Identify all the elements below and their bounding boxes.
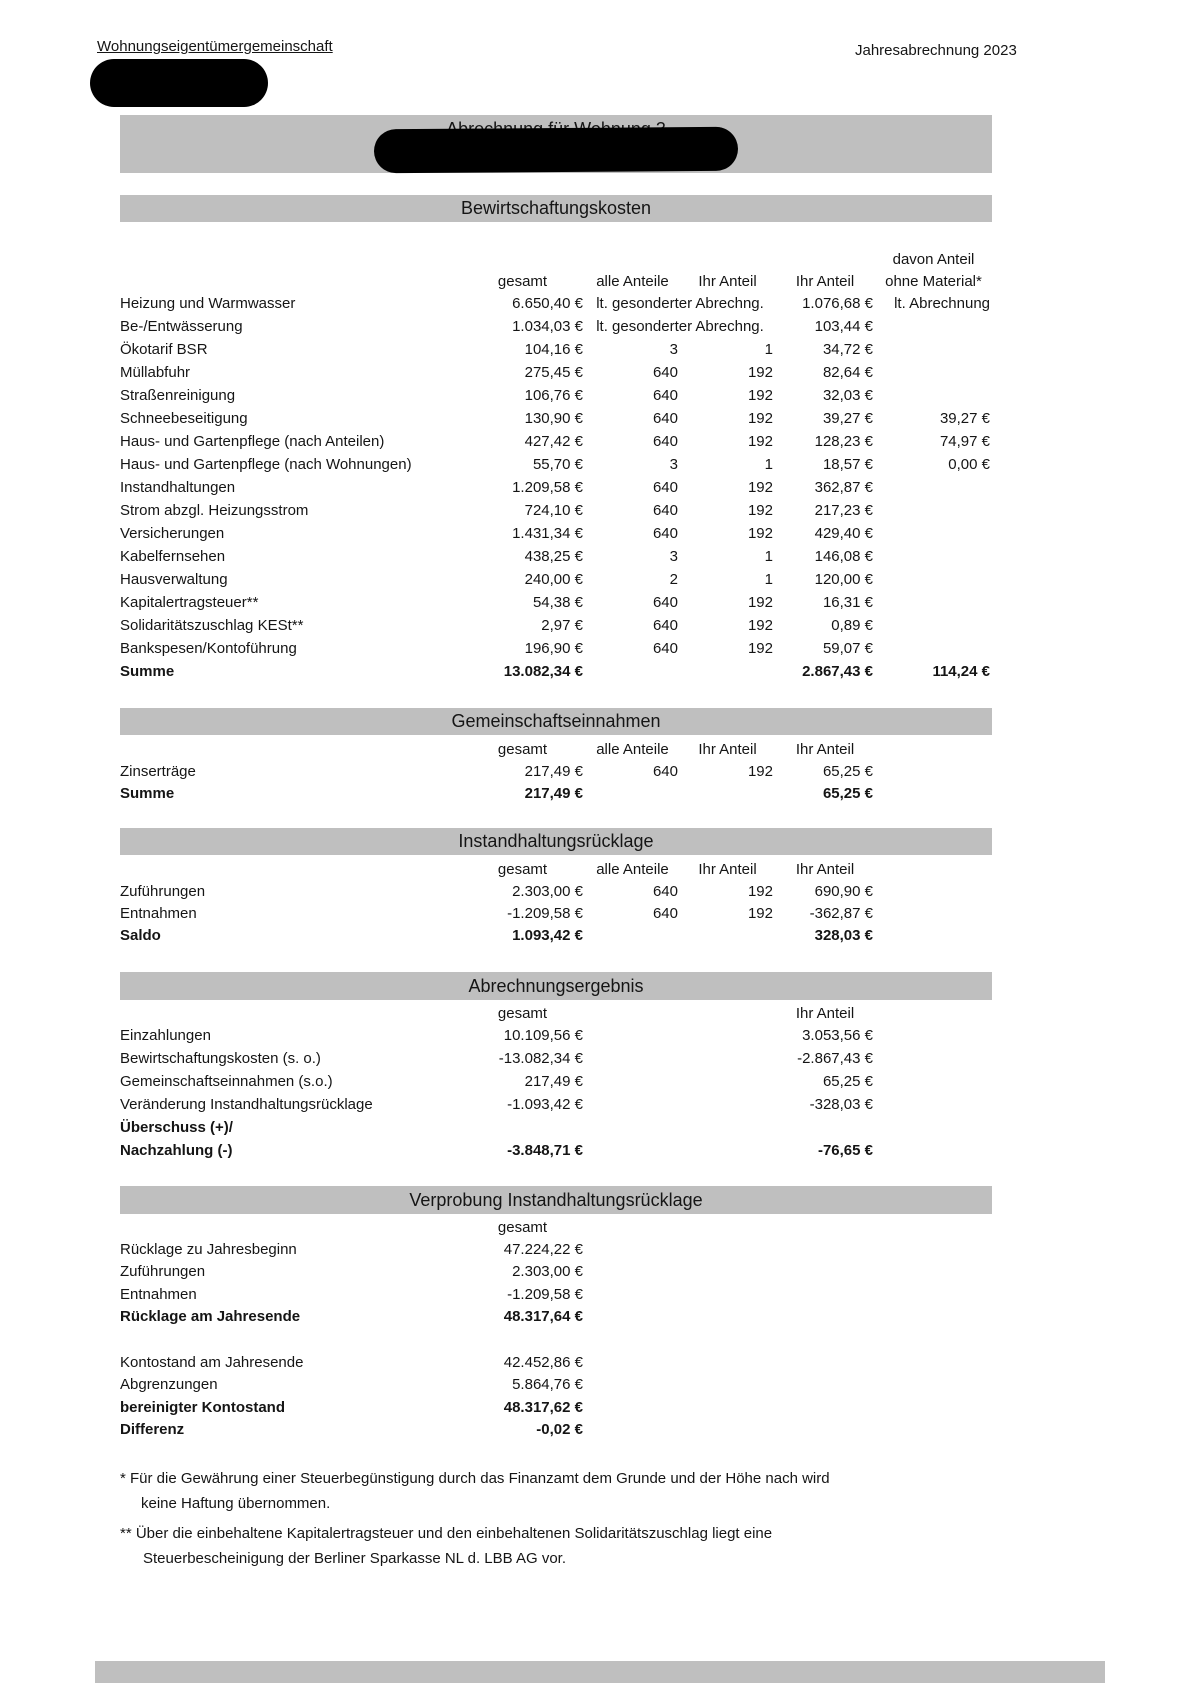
row-value: 640 [652, 364, 678, 381]
row-label: Überschuss (+)/ [120, 1119, 233, 1136]
row-value: 1.431,34 € [512, 525, 583, 542]
row-label: Kabelfernsehen [120, 548, 226, 565]
table-row [120, 1070, 992, 1093]
table-instandhaltungsruecklage [120, 858, 992, 946]
table-row [120, 1047, 992, 1070]
row-value: 2,97 € [541, 617, 583, 634]
column-header: Ihr Anteil [698, 740, 757, 758]
row-label: Bankspesen/Kontoführung [120, 640, 297, 657]
row-label: Strom abzgl. Heizungsstrom [120, 502, 309, 519]
row-label: Zuführungen [120, 1263, 206, 1281]
row-value: 74,97 € [939, 433, 990, 450]
row-value: 0,89 € [831, 617, 873, 634]
column-header: alle Anteile [596, 860, 669, 878]
row-value: -76,65 € [817, 1142, 873, 1159]
section-title: Abrechnungsergebnis [468, 975, 644, 996]
table-row [120, 1374, 992, 1397]
table-abrechnungsergebnis [120, 1002, 992, 1162]
row-value: 39,27 € [939, 410, 990, 427]
row-value: 690,90 € [814, 882, 873, 900]
table-row [120, 1283, 992, 1306]
table-row [120, 637, 992, 660]
row-value: 6.650,40 € [512, 295, 583, 312]
row-value: 0,00 € [948, 456, 990, 473]
column-header-row [120, 1216, 992, 1238]
column-header: Ihr Anteil [795, 860, 855, 878]
row-value: -1.209,58 € [507, 1285, 583, 1303]
row-label: Differenz [120, 1421, 185, 1439]
row-value: 13.082,34 € [503, 663, 583, 680]
row-value: 640 [652, 433, 678, 450]
row-label: Summe [120, 784, 175, 802]
table-row [120, 1024, 992, 1047]
row-value: 275,45 € [524, 364, 583, 381]
row-value: 217,23 € [814, 502, 873, 519]
section-title: Verprobung Instandhaltungsrücklage [409, 1189, 703, 1210]
row-value: 429,40 € [814, 525, 873, 542]
row-label: bereinigter Kontostand [120, 1398, 286, 1416]
row-value: 10.109,56 € [503, 1027, 583, 1044]
row-value: -0,02 € [536, 1421, 583, 1439]
table-row [120, 1396, 992, 1419]
row-value: 640 [652, 904, 678, 922]
footnote-line: keine Haftung übernommen. [141, 1495, 331, 1512]
row-value: 54,38 € [532, 594, 583, 611]
row-value: -2.867,43 € [797, 1050, 873, 1067]
row-value: 724,10 € [524, 502, 583, 519]
row-value: -362,87 € [809, 904, 873, 922]
row-value: 192 [747, 387, 773, 404]
table-row [120, 522, 992, 545]
column-header: gesamt [497, 740, 548, 758]
row-span-note: lt. gesonderter Abrechng. [596, 295, 764, 312]
table-row [120, 499, 992, 522]
row-value: 192 [747, 617, 773, 634]
table-row [120, 1238, 992, 1261]
row-value: 48.317,64 € [503, 1308, 583, 1326]
column-header: Ihr Anteil [795, 1004, 855, 1022]
row-value: 18,57 € [822, 456, 873, 473]
row-value: 42.452,86 € [503, 1353, 583, 1371]
row-label: Kontostand am Jahresende [120, 1353, 304, 1371]
row-value: -3.848,71 € [507, 1142, 583, 1159]
row-label: Abgrenzungen [120, 1376, 218, 1394]
row-value: 1.034,03 € [512, 318, 583, 335]
column-header: gesamt [497, 860, 548, 878]
row-value: 3.053,56 € [802, 1027, 873, 1044]
table-row [120, 1306, 992, 1329]
column-header: Ihr Anteil [698, 860, 757, 878]
row-label: Gemeinschaftseinnahmen (s.o.) [120, 1073, 333, 1090]
section-title: Bewirtschaftungskosten [460, 198, 652, 218]
row-value: 65,25 € [822, 784, 873, 802]
column-header: davon Anteil [892, 250, 975, 268]
row-label: Nachzahlung (-) [120, 1142, 233, 1159]
table-row [120, 591, 992, 614]
association-label: Wohnungseigentümergemeinschaft [97, 38, 333, 55]
row-value: 2.303,00 € [512, 1263, 583, 1281]
row-label: Instandhaltungen [120, 479, 236, 496]
row-value: 196,90 € [524, 640, 583, 657]
table-row [120, 880, 992, 902]
footnote-line: Steuerbescheinigung der Berliner Sparkasse NL d. LBB AG vor. [143, 1550, 567, 1567]
row-value: 362,87 € [814, 479, 873, 496]
column-header: alle Anteile [596, 740, 669, 758]
table-row [120, 782, 992, 804]
table-row [120, 407, 992, 430]
row-label: Zuführungen [120, 882, 206, 900]
table-row [120, 384, 992, 407]
row-value: 640 [652, 640, 678, 657]
column-header-row [120, 738, 992, 760]
column-preheader-row [120, 248, 992, 270]
row-label: Rücklage zu Jahresbeginn [120, 1240, 297, 1258]
table-row [120, 1328, 992, 1351]
table-row [120, 1419, 992, 1442]
row-value: 114,24 € [932, 663, 990, 680]
row-value: 2 [669, 571, 678, 588]
section-bar-gemeinschaftseinnahmen [120, 708, 992, 735]
table-row [120, 568, 992, 591]
column-header: gesamt [497, 1004, 548, 1022]
section-bar-bewirtschaftungskosten [120, 195, 992, 222]
column-header-row [120, 1002, 992, 1024]
row-value: 1.093,42 € [512, 926, 583, 944]
row-label: Rücklage am Jahresende [120, 1308, 301, 1326]
section-title: Instandhaltungsrücklage [458, 831, 654, 851]
row-label: Hausverwaltung [120, 571, 228, 588]
row-value: 3 [669, 548, 678, 565]
row-value: 1 [764, 341, 773, 358]
row-value: 240,00 € [524, 571, 583, 588]
row-value: 217,49 € [524, 1073, 583, 1090]
table-row [120, 361, 992, 384]
row-label: Straßenreinigung [120, 387, 236, 404]
row-label: Haus- und Gartenpflege (nach Wohnungen) [120, 456, 412, 473]
section-bar-verprobung [120, 1186, 992, 1214]
row-value: -328,03 € [809, 1096, 873, 1113]
column-header: Ihr Anteil [698, 272, 757, 290]
row-value: lt. Abrechnung [894, 295, 990, 312]
footnote-line: ** Über die einbehaltene Kapitalertragsteuer und den einbehaltenen Solidaritätszuschlag liegt eine [120, 1525, 773, 1542]
row-value: 82,64 € [822, 364, 873, 381]
row-value: 640 [652, 479, 678, 496]
section-bar-abrechnungsergebnis [120, 972, 992, 1000]
row-value: 59,07 € [822, 640, 873, 657]
section-title: Gemeinschaftseinnahmen [451, 711, 661, 731]
row-value: 1 [764, 456, 773, 473]
row-label: Kapitalertragsteuer** [120, 594, 259, 611]
column-header: Ihr Anteil [795, 740, 855, 758]
row-value: 192 [747, 594, 773, 611]
row-value: 2.867,43 € [802, 663, 873, 680]
row-value: 192 [747, 479, 773, 496]
row-value: 192 [747, 502, 773, 519]
table-row [120, 760, 992, 782]
row-value: 192 [747, 762, 773, 780]
row-value: 39,27 € [822, 410, 873, 427]
column-header: gesamt [497, 1218, 548, 1236]
table-verprobung [120, 1216, 992, 1441]
row-value: 640 [652, 882, 678, 900]
row-value: 65,25 € [822, 1073, 873, 1090]
column-header: ohne Material* [885, 272, 982, 290]
footnote-line: * Für die Gewährung einer Steuerbegünstigung durch das Finanzamt dem Grunde und der Höhe nach wird [120, 1470, 830, 1487]
row-label: Haus- und Gartenpflege (nach Anteilen) [120, 433, 385, 450]
table-row [120, 476, 992, 499]
row-value: 217,49 € [524, 784, 583, 802]
footer-bar [95, 1661, 1105, 1683]
row-value: 5.864,76 € [512, 1376, 583, 1394]
row-value: 16,31 € [822, 594, 873, 611]
row-value: 48.317,62 € [503, 1398, 583, 1416]
row-value: 192 [747, 882, 773, 900]
row-value: 1.209,58 € [512, 479, 583, 496]
row-value: -1.093,42 € [507, 1096, 583, 1113]
column-header-row [120, 270, 992, 292]
table-row [120, 1093, 992, 1116]
row-value: 192 [747, 410, 773, 427]
row-value: 128,23 € [814, 433, 873, 450]
row-value: 1 [764, 548, 773, 565]
row-value: 640 [652, 502, 678, 519]
row-span-note: lt. gesonderter Abrechng. [596, 318, 764, 335]
row-value: 192 [747, 433, 773, 450]
table-row [120, 545, 992, 568]
row-value: 3 [669, 456, 678, 473]
row-value: 130,90 € [524, 410, 583, 427]
column-header: alle Anteile [596, 272, 669, 290]
table-row [120, 453, 992, 476]
row-value: 34,72 € [822, 341, 873, 358]
redaction-block [374, 127, 738, 174]
row-label: Saldo [120, 926, 161, 944]
row-label: Ökotarif BSR [120, 341, 208, 358]
row-value: 640 [652, 387, 678, 404]
column-header: Ihr Anteil [795, 272, 855, 290]
row-value: 328,03 € [814, 926, 873, 944]
row-label: Zinserträge [120, 762, 196, 780]
row-value: 1.076,68 € [802, 295, 873, 312]
row-value: 640 [652, 617, 678, 634]
row-value: 640 [652, 594, 678, 611]
table-row [120, 1139, 992, 1162]
row-value: 146,08 € [814, 548, 873, 565]
row-value: 2.303,00 € [512, 882, 583, 900]
table-row [120, 924, 992, 946]
row-label: Schneebeseitigung [120, 410, 248, 427]
row-label: Heizung und Warmwasser [120, 295, 296, 312]
row-label: Einzahlungen [120, 1027, 211, 1044]
row-value: 104,16 € [524, 341, 583, 358]
row-value: 217,49 € [524, 762, 583, 780]
row-label: Müllabfuhr [120, 364, 191, 381]
row-label: Veränderung Instandhaltungsrücklage [120, 1096, 373, 1113]
row-value: 55,70 € [532, 456, 583, 473]
table-row [120, 315, 992, 338]
row-value: 438,25 € [524, 548, 583, 565]
row-value: 1 [764, 571, 773, 588]
row-label: Be-/Entwässerung [120, 318, 243, 335]
row-value: 120,00 € [814, 571, 873, 588]
table-row [120, 1116, 992, 1139]
row-value: 32,03 € [822, 387, 873, 404]
column-header-row [120, 858, 992, 880]
table-row [120, 430, 992, 453]
row-value: 3 [669, 341, 678, 358]
row-value: 192 [747, 904, 773, 922]
row-label: Versicherungen [120, 525, 225, 542]
redaction-block [90, 59, 268, 107]
table-row [120, 1351, 992, 1374]
row-label: Entnahmen [120, 1285, 197, 1303]
row-label: Bewirtschaftungskosten (s. o.) [120, 1050, 321, 1067]
row-value: 103,44 € [814, 318, 873, 335]
row-label: Solidaritätszuschlag KESt** [120, 617, 304, 634]
table-row [120, 902, 992, 924]
row-value: 427,42 € [524, 433, 583, 450]
table-gemeinschaftseinnahmen [120, 738, 992, 804]
table-row [120, 338, 992, 361]
row-value: 65,25 € [822, 762, 873, 780]
table-row [120, 660, 992, 683]
row-value: -13.082,34 € [498, 1050, 583, 1067]
row-value: 106,76 € [524, 387, 583, 404]
table-bewirtschaftungskosten [120, 248, 992, 683]
row-value: 192 [747, 364, 773, 381]
row-value: 640 [652, 762, 678, 780]
row-value: 47.224,22 € [503, 1240, 583, 1258]
document-type-label: Jahresabrechnung 2023 [855, 42, 1017, 59]
table-row [120, 292, 992, 315]
row-value: 192 [747, 640, 773, 657]
section-bar-instandhaltungsruecklage [120, 828, 992, 855]
row-value: 640 [652, 410, 678, 427]
column-header: gesamt [497, 272, 548, 290]
row-label: Summe [120, 663, 175, 680]
row-value: 192 [747, 525, 773, 542]
row-value: -1.209,58 € [507, 904, 583, 922]
row-value: 640 [652, 525, 678, 542]
table-row [120, 1261, 992, 1284]
table-row [120, 614, 992, 637]
row-label: Entnahmen [120, 904, 197, 922]
